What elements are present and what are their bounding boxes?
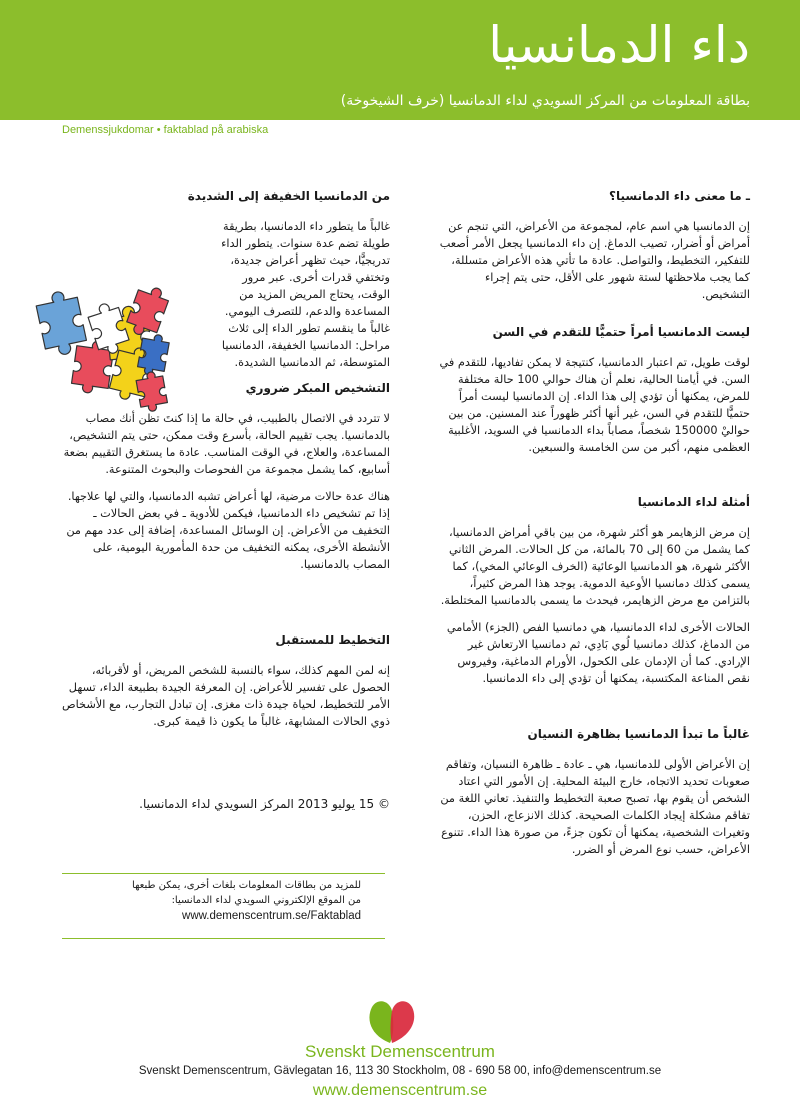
section-not-inevitable: [435, 324, 750, 466]
heart-logo-icon: [364, 995, 420, 1045]
copyright-notice: © 15 يوليو 2013 المركز السويدي لداء الدمانسيا.: [139, 797, 390, 811]
section-paragraph: إن الأعراض الأولى للدمانسيا، هي ـ عادة ـ ظاهرة النسيان، وتفاقم صعوبات تحديد الاتجاه، خارج البيئة المحلية. إن الأمور التي اعتاد الشخص أن يقوم بها، تصبح صعبة التخطيط والتنفيذ. تعاني اللغة من تفاقم مشكلة إيجاد الكلمات الصحيحة. كذلك الانزعاج، الحزن، وتغيرات الشخصية، يمكنها أن تكون جزءً، من صورة هذا الداء. تتنوع الأعراض، حسب نوع المرض أو الضرر.: [440, 758, 750, 856]
section-heading: غالباً ما تبدأ الدمانسيا بظاهرة النسيان: [527, 727, 750, 741]
info-line: من الموقع الإلكتروني السويدي لداء الدمانسيا:: [171, 895, 361, 906]
section-paragraph: لا تتردد في الاتصال بالطبيب، في حالة ما إذا كنتَ تظن أنك مصاب بالدمانسيا. يجب تقييم الحالة، بأسرع وقت ممكن، حتى يتم التشخيص، المساعدة، والعلاج، في الوقت المناسب. عادة ما يستغرق التقييم بضعة أسابيع، كما يشمل مجموعة من الفحوصات والبحوث المتنوعة.: [63, 412, 390, 476]
logo-wordmark: Svenskt Demenscentrum: [305, 1042, 495, 1061]
section-what-is-dementia: [435, 188, 750, 313]
section-paragraph: لوقت طويل، تم اعتبار الدمانسيا، كنتيجة لا يمكن تفاديها، للتقدم في السن. في أيامنا الحالية، نعلم أن هناك حوالي 100 حالة مختلفة للمرض، يمكنها أن تؤدي إلى هذا الداء. إن الدمانسيا ليست أمراً حتميًّا للتقدم في السن، غير أنها أكثر ظهوراً عند المسنين. من بين حواليْ 150000 شخصاً، مصاباً بداء الدمانسيا في السويد، الأغلبية العظمى منهم، أكبر من سن الخامسة والسبعين.: [439, 356, 750, 454]
section-heading: التشخيص المبكر ضروري: [245, 381, 390, 395]
section-paragraph: إنه لمن المهم كذلك، سواء بالنسبة للشخص المريض، أو لأقربائه، الحصول على تفسير للأعراض. إن المعرفة الجيدة بطبيعة الداء، تسهل الأمر للتخطيط، لحياة جيدة ذات مغزى. إن تبادل التجارب، مع الأشخاص ذوي الحالات المشابهة، غالباً ما يكون ذا قيمة كبرى.: [61, 664, 390, 728]
section-paragraph: الحالات الأخرى لداء الدمانسيا، هي دمانسيا الفص (الجزء) الأمامي من الدماغ، كذلك دمانسيا لُوي بَادِي، ثم دمانسيا الارتعاش غير الإرادي. كما أن الإدمان على الكحول، الأورام الدماغية، وفيروس نقص المناعة المكتسبة، يمكنها أن تؤدي إلى داء الدمانسيا.: [446, 621, 750, 685]
section-heading: من الدمانسيا الخفيفة إلى الشديدة: [187, 189, 390, 203]
section-paragraph: إن مرض الزهايمر هو أكثر شهرة، من بين باقي أمراض الدمانسيا، كما يشمل من 60 إلى 70 بالمائة، من كل الحالات. المرض الثاني الأكثر شهرة، هو الدمانسيا الوعائية (الخرف الوعائي المخي)، كما يسمى كذلك دمانسيا الأوعية الدموية. يوجد هذا المرض كثيراً، بالتزامن مع مرض الزهايمر، فيحدث ما يسمى بالدمانسيا المختلطة.: [440, 526, 750, 607]
puzzle-pieces-illustration: [22, 282, 172, 412]
footer-website-link[interactable]: www.demenscentrum.se: [312, 1082, 488, 1099]
section-heading: ـ ما معنى داء الدمانسيا؟: [609, 189, 750, 203]
logo-red-leaf: [391, 1001, 415, 1043]
factsheets-link[interactable]: www.demenscentrum.se/Faktablad: [182, 910, 361, 922]
section-forgetfulness: [435, 726, 750, 868]
section-paragraph: إن الدمانسيا هي اسم عام، لمجموعة من الأعراض، التي تنجم عن أمراض أو أضرار، تصيب الدماغ. إن داء الدمانسيا يجعل الأمر أصعب للتفكير، التخطيط، والتواصل. عادة ما تأتي هذه الأعراض متسللة، كما يجب ملاحظتها لستة شهور على الأقل، حتى يتم إجراء التشخيص.: [439, 220, 750, 301]
footer-address: Svenskt Demenscentrum, Gävlegatan 16, 113 30 Stockholm, 08 - 690 58 00, info@demenscentrum.se: [138, 1065, 662, 1077]
section-heading: التخطيط للمستقبل: [275, 633, 390, 647]
section-heading: ليست الدمانسيا أمراً حتميًّا للتقدم في السن: [492, 325, 750, 339]
section-examples: [435, 494, 750, 697]
header-banner: [0, 0, 800, 120]
info-line: للمزيد من بطاقات المعلومات بلغات أخرى، يمكن طبعها: [132, 880, 361, 891]
section-paragraph: هناك عدة حالات مرضية، لها أعراض تشبه الدمانسيا، والتي لها علاجها. إذا تم تشخيص داء الدمانسيا، فيكمن للأدوية ـ في بعض الحالات ـ التخفيف من الأعراض. إن الوسائل المساعدة، إضافة إلى عدد مهم من الأنشطة الأخرى، يمكنه التخفيف من حدة المأمورية اليومية، على المصاب بالدمانسيا.: [66, 490, 390, 571]
more-factsheets-box: [62, 873, 385, 939]
logo-green-leaf: [369, 1001, 393, 1043]
section-heading: أمثلة لداء الدمانسيا: [637, 495, 750, 509]
swedish-tagline: Demenssjukdomar • faktablad på arabiska: [62, 124, 269, 136]
page-title: داء الدمانسيا: [488, 16, 750, 74]
page-subtitle: بطاقة المعلومات من المركز السويدي لداء الدمانسيا (خرف الشيخوخة): [340, 93, 750, 109]
section-paragraph: غالباً ما يتطور داء الدمانسيا، بطريقة طويلة تضم عدة سنوات. يتطور الداء تدريجيًّا، حيث تظهر أعراض جديدة، وتختفي قدرات أخرى. عبر مرور الوقت، يحتاج المريض المزيد من المساعدة والدعم، للتصرف اليومي. غالباً ما ينقسم تطور الداء إلى ثلاث مراحل: الدمانسيا الخفيفة، الدمانسيا المتوسطة، ثم الدمانسيا الشديدة.: [221, 220, 390, 369]
section-planning: [60, 632, 390, 740]
